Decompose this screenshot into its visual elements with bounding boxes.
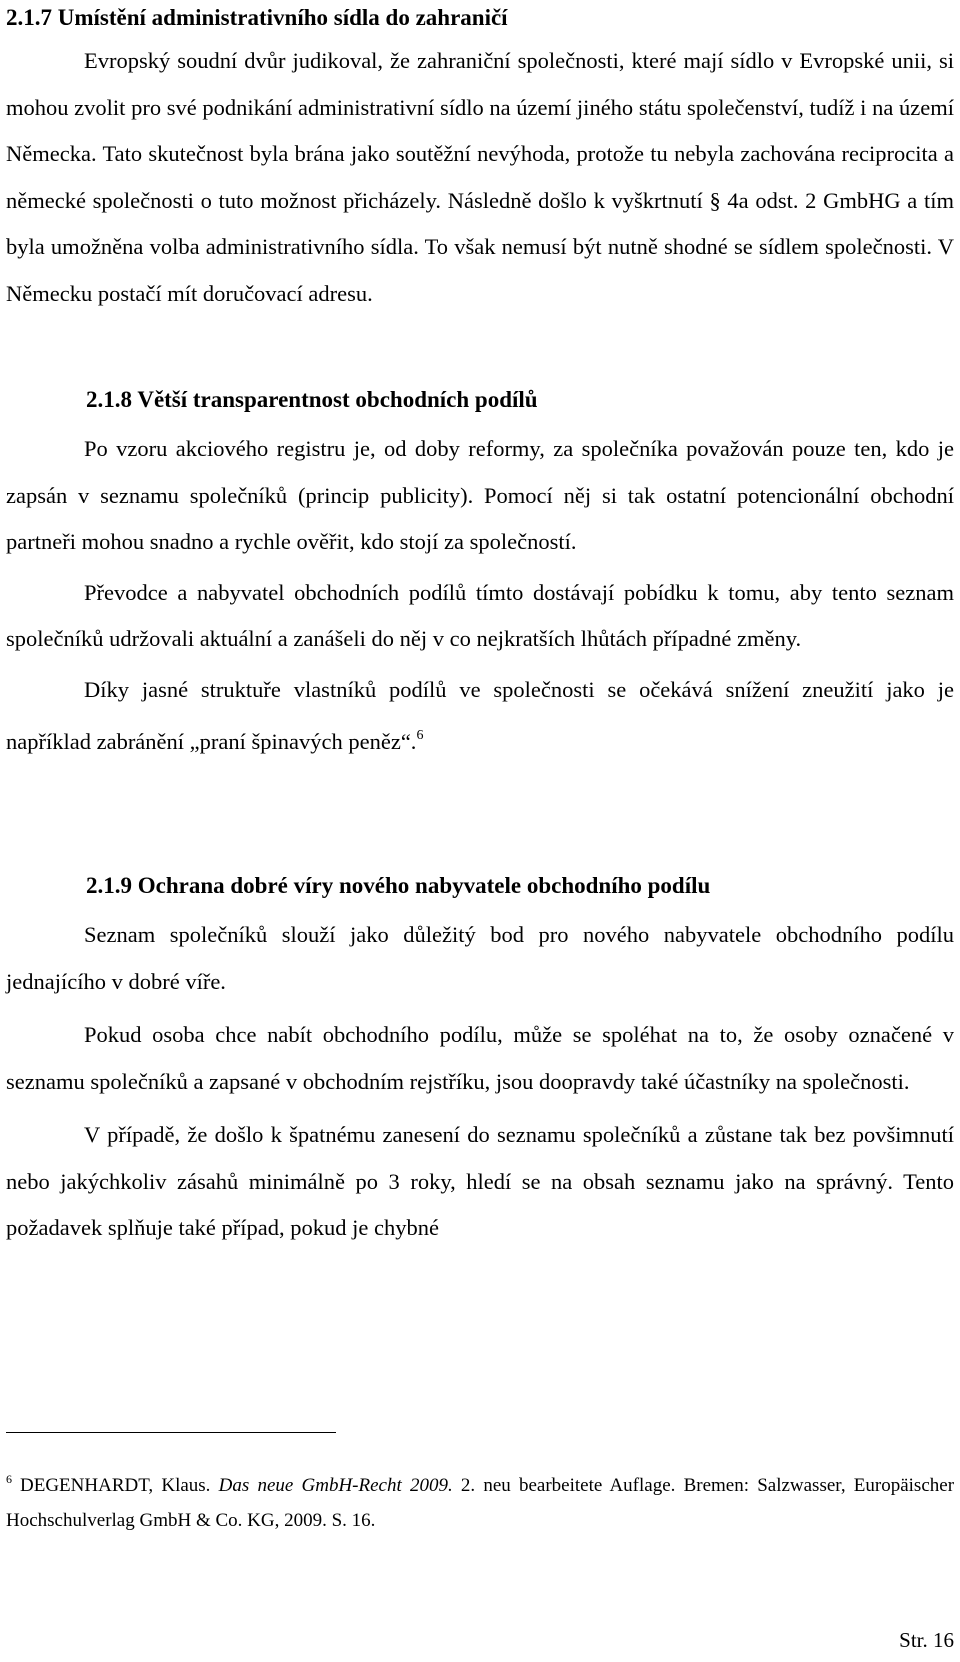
paragraph: Pokud osoba chce nabít obchodního podílu, může se spoléhat na to, že osoby označené v seznamu společníků a zapsané v obchodním rejstříku, jsou doopravdy také účastníky na společnosti.	[6, 1022, 954, 1094]
section-heading-2-1-9: 2.1.9 Ochrana dobré víry nového nabyvatele obchodního podílu	[86, 873, 711, 898]
section-body-2-1-9	[6, 912, 954, 1252]
paragraph: Převodce a nabyvatel obchodních podílů tímto dostávají pobídku k tomu, aby tento seznam společníků udržovali aktuální a zanášeli do něj v co nejkratších lhůtách případné změny.	[6, 579, 954, 651]
paragraph: V případě, že došlo k špatnému zanesení do seznamu společníků a zůstane tak bez povšimnutí nebo jakýchkoliv zásahů minimálně po 3 roky, hledí se na obsah seznamu jako na správný. Tento požadavek splňuje také případ, pokud je chybné	[6, 1122, 954, 1240]
section-body-2-1-7	[6, 38, 954, 318]
paragraph: Evropský soudní dvůr judikoval, že zahraniční společnosti, které mají sídlo v Evropské unii, si mohou zvolit pro své podnikání administrativní sídlo na území jiného státu společenství, tudíž i na území Německa. Tato skutečnost byla brána jako soutěžní nevýhoda, protože tu nebyla zachována reciprocita a německé společnosti o tuto možnost přicházely. Následně došlo k vyškrtnutí § 4a odst. 2 GmbHG a tím byla umožněna volba administrativního sídla. To však nemusí být nutně shodné se sídlem společnosti. V Německu postačí mít doručovací adresu.	[6, 48, 954, 306]
section-heading-2-1-7: 2.1.7 Umístění administrativního sídla do zahraničí	[6, 5, 508, 30]
footnote-title: Das neue GmbH-Recht 2009.	[218, 1475, 453, 1496]
section-heading-2-1-8: 2.1.8 Větší transparentnost obchodních podílů	[86, 387, 538, 412]
footnote-reference[interactable]: 6	[416, 728, 424, 743]
section-body-2-1-8	[6, 426, 954, 766]
paragraph	[6, 667, 954, 766]
paragraph: Seznam společníků slouží jako důležitý bod pro nového nabyvatele obchodního podílu jednajícího v dobré víře.	[6, 922, 954, 994]
paragraph-text: Díky jasné struktuře vlastníků podílů ve společnosti se očekává snížení zneužití jako je například zabránění „praní špinavých peněz“.	[6, 676, 954, 754]
footnote-details: 2. neu bearbeitete Auflage. Bremen: Salzwasser, Europäischer Hochschulverlag GmbH & Co. KG, 2009. S. 16.	[6, 1475, 955, 1531]
footnote	[6, 1462, 954, 1538]
paragraph: Po vzoru akciového registru je, od doby reformy, za společníka považován pouze ten, kdo je zapsán v seznamu společníků (princip publicity). Pomocí něj si tak ostatní potencionální obchodní partneři mohou snadno a rychle ověřit, kdo stojí za společností.	[6, 436, 954, 554]
footnote-divider	[6, 1432, 336, 1433]
footnote-author: DEGENHARDT, Klaus.	[20, 1475, 211, 1496]
page-number: Str. 16	[899, 1628, 954, 1652]
footnote-number: 6	[6, 1472, 12, 1486]
